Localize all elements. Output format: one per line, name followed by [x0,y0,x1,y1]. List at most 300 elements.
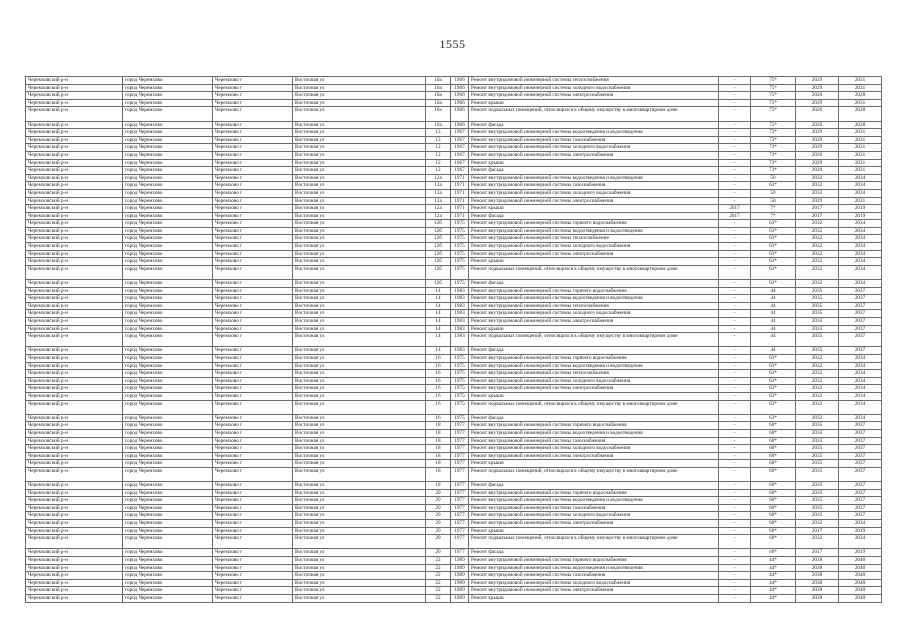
last-repair-year-cell: - [719,587,751,595]
build-year-cell: 1977 [451,452,469,460]
house-number-cell: 20 [426,527,451,535]
work-type-cell: Ремонт фасада [469,280,719,288]
municipality-cell: город Черемхово [123,414,213,422]
last-repair-year-cell: - [719,452,751,460]
municipality-cell: город Черемхово [123,129,213,137]
plan-start-cell: 2032 [796,392,839,400]
work-type-cell: Ремонт внутридомовой инженерной системы холодного водоснабжения [469,445,719,453]
wear-percent-cell: 7* [751,205,796,213]
settlement-cell: Черемхово г [213,527,293,535]
work-type-cell: Ремонт крыши [469,392,719,400]
table-row [26,429,882,437]
work-type-cell: Ремонт внутридомовой инженерной системы электроснабжения [469,318,719,326]
table-row [26,362,882,370]
district-cell: Черемховский р-н [26,414,123,422]
plan-end-cell: 2034 [839,243,882,251]
plan-start-cell: 2032 [796,362,839,370]
table-row [26,392,882,400]
plan-start-cell: 2032 [796,258,839,266]
table-row [26,258,882,266]
settlement-cell: Черемхово г [213,429,293,437]
street-cell: Восточная ул [293,77,426,85]
street-cell: Восточная ул [293,422,426,430]
house-number-cell: 12 [426,129,451,137]
plan-end-cell: 2037 [839,512,882,520]
municipality-cell: город Черемхово [123,280,213,288]
table-row [26,512,882,520]
district-cell: Черемховский р-н [26,385,123,393]
last-repair-year-cell: - [719,594,751,602]
district-cell: Черемховский р-н [26,504,123,512]
work-type-cell: Ремонт внутридомовой инженерной системы холодного водоснабжения [469,144,719,152]
settlement-cell: Черемхово г [213,167,293,175]
settlement-cell: Черемхово г [213,310,293,318]
settlement-cell: Черемхово г [213,564,293,572]
municipality-cell: город Черемхово [123,452,213,460]
house-number-cell: 20 [426,512,451,520]
build-year-cell: 1989 [451,587,469,595]
street-cell: Восточная ул [293,243,426,251]
last-repair-year-cell: - [719,362,751,370]
work-type-cell: Ремонт крыши [469,325,719,333]
plan-start-cell: 2029 [796,167,839,175]
street-cell: Восточная ул [293,151,426,159]
wear-percent-cell: 60* [751,549,796,557]
district-cell: Черемховский р-н [26,265,123,279]
house-number-cell: 16 [426,354,451,362]
table-row [26,250,882,258]
build-year-cell: 1975 [451,377,469,385]
settlement-cell: Черемхово г [213,370,293,378]
build-year-cell: 1977 [451,467,469,481]
street-cell: Восточная ул [293,220,426,228]
wear-percent-cell: 63* [751,385,796,393]
street-cell: Восточная ул [293,414,426,422]
municipality-cell: город Черемхово [123,258,213,266]
build-year-cell: 1975 [451,400,469,414]
wear-percent-cell: 60* [751,460,796,468]
district-cell: Черемховский р-н [26,302,123,310]
work-type-cell: Ремонт подвальных помещений, относящихся к общему имуществу в многоквартирном доме [469,107,719,121]
work-type-cell: Ремонт внутридомовой инженерной системы теплоснабжения [469,370,719,378]
municipality-cell: город Черемхово [123,243,213,251]
wear-percent-cell: 73* [751,136,796,144]
work-type-cell: Ремонт фасада [469,167,719,175]
settlement-cell: Черемхово г [213,520,293,528]
district-cell: Черемховский р-н [26,347,123,355]
build-year-cell: 1989 [451,564,469,572]
last-repair-year-cell: - [719,235,751,243]
work-type-cell: Ремонт внутридомовой инженерной системы холодного водоснабжения [469,84,719,92]
last-repair-year-cell: 2017 [719,205,751,213]
house-number-cell: 14 [426,302,451,310]
plan-start-cell: 2032 [796,189,839,197]
district-cell: Черемховский р-н [26,325,123,333]
table-row [26,167,882,175]
last-repair-year-cell: - [719,280,751,288]
last-repair-year-cell: - [719,333,751,347]
street-cell: Восточная ул [293,84,426,92]
last-repair-year-cell: - [719,174,751,182]
table-row [26,197,882,205]
district-cell: Черемховский р-н [26,189,123,197]
last-repair-year-cell: - [719,182,751,190]
house-number-cell: 12а [426,182,451,190]
street-cell: Восточная ул [293,295,426,303]
settlement-cell: Черемхово г [213,354,293,362]
plan-end-cell: 2037 [839,482,882,490]
work-type-cell: Ремонт внутридомовой инженерной системы горячего водоснабжения [469,489,719,497]
street-cell: Восточная ул [293,594,426,602]
house-number-cell: 20 [426,489,451,497]
municipality-cell: город Черемхово [123,467,213,481]
municipality-cell: город Черемхово [123,287,213,295]
wear-percent-cell: 50 [751,197,796,205]
work-type-cell: Ремонт внутридомовой инженерной системы горячего водоснабжения [469,422,719,430]
plan-start-cell: 2029 [796,197,839,205]
plan-end-cell: 2031 [839,84,882,92]
build-year-cell: 1977 [451,512,469,520]
settlement-cell: Черемхово г [213,452,293,460]
plan-end-cell: 2037 [839,302,882,310]
plan-end-cell: 2037 [839,437,882,445]
street-cell: Восточная ул [293,520,426,528]
build-year-cell: 1967 [451,159,469,167]
plan-end-cell: 2031 [839,136,882,144]
plan-start-cell: 2035 [796,497,839,505]
settlement-cell: Черемхово г [213,151,293,159]
table-row [26,99,882,107]
street-cell: Восточная ул [293,167,426,175]
work-type-cell: Ремонт внутридомовой инженерной системы теплоснабжения [469,235,719,243]
plan-start-cell: 2017 [796,527,839,535]
build-year-cell: 1977 [451,504,469,512]
plan-start-cell: 2035 [796,429,839,437]
district-cell: Черемховский р-н [26,557,123,565]
plan-end-cell: 2037 [839,347,882,355]
build-year-cell: 1975 [451,392,469,400]
table-row [26,520,882,528]
municipality-cell: город Черемхово [123,121,213,129]
street-cell: Восточная ул [293,287,426,295]
house-number-cell: 22 [426,557,451,565]
work-type-cell: Ремонт внутридомовой инженерной системы горячего водоснабжения [469,287,719,295]
plan-start-cell: 2026 [796,121,839,129]
plan-end-cell: 2031 [839,99,882,107]
settlement-cell: Черемхово г [213,414,293,422]
build-year-cell: 1975 [451,385,469,393]
municipality-cell: город Черемхово [123,520,213,528]
build-year-cell: 1977 [451,422,469,430]
municipality-cell: город Черемхово [123,572,213,580]
street-cell: Восточная ул [293,572,426,580]
last-repair-year-cell: - [719,482,751,490]
district-cell: Черемховский р-н [26,174,123,182]
house-number-cell: 14 [426,287,451,295]
plan-end-cell: 2037 [839,422,882,430]
house-number-cell: 14 [426,310,451,318]
plan-start-cell: 2035 [796,489,839,497]
wear-percent-cell: 44* [751,564,796,572]
plan-end-cell: 2034 [839,377,882,385]
wear-percent-cell: 44 [751,325,796,333]
plan-start-cell: 2032 [796,227,839,235]
house-number-cell: 10а [426,84,451,92]
plan-end-cell: 2037 [839,497,882,505]
municipality-cell: город Черемхово [123,136,213,144]
build-year-cell: 1983 [451,295,469,303]
build-year-cell: 1975 [451,370,469,378]
plan-start-cell: 2032 [796,414,839,422]
street-cell: Восточная ул [293,99,426,107]
house-number-cell: 12б [426,250,451,258]
plan-end-cell: 2040 [839,587,882,595]
plan-end-cell: 2034 [839,370,882,378]
work-type-cell: Ремонт подвальных помещений, относящихся к общему имуществу в многоквартирном доме [469,400,719,414]
build-year-cell: 1989 [451,579,469,587]
wear-percent-cell: 73* [751,167,796,175]
build-year-cell: 1983 [451,318,469,326]
wear-percent-cell: 60* [751,452,796,460]
street-cell: Восточная ул [293,280,426,288]
build-year-cell: 1989 [451,557,469,565]
work-type-cell: Ремонт внутридомовой инженерной системы водоотведения и водоотведения [469,362,719,370]
district-cell: Черемховский р-н [26,287,123,295]
wear-percent-cell: 63* [751,400,796,414]
street-cell: Восточная ул [293,250,426,258]
build-year-cell: 1975 [451,243,469,251]
house-number-cell: 12б [426,227,451,235]
plan-start-cell: 2029 [796,159,839,167]
district-cell: Черемховский р-н [26,400,123,414]
work-type-cell: Ремонт внутридомовой инженерной системы газоснабжения [469,504,719,512]
settlement-cell: Черемхово г [213,77,293,85]
last-repair-year-cell: - [719,144,751,152]
work-type-cell: Ремонт крыши [469,159,719,167]
settlement-cell: Черемхово г [213,318,293,326]
build-year-cell: 1983 [451,333,469,347]
house-number-cell: 18 [426,429,451,437]
house-number-cell: 18 [426,445,451,453]
build-year-cell: 1989 [451,594,469,602]
table-row [26,489,882,497]
municipality-cell: город Черемхово [123,151,213,159]
plan-start-cell: 2035 [796,437,839,445]
table-row [26,370,882,378]
work-type-cell: Ремонт внутридомовой инженерной системы теплоснабжения [469,77,719,85]
table-row [26,77,882,85]
work-type-cell: Ремонт фасада [469,414,719,422]
wear-percent-cell: 63* [751,392,796,400]
build-year-cell: 1967 [451,129,469,137]
work-type-cell: Ремонт подвальных помещений, относящихся к общему имуществу в многоквартирном доме [469,333,719,347]
build-year-cell: 1983 [451,325,469,333]
house-number-cell: 14 [426,318,451,326]
plan-start-cell: 2032 [796,220,839,228]
work-type-cell: Ремонт внутридомовой инженерной системы электроснабжения [469,250,719,258]
plan-end-cell: 2028 [839,92,882,100]
work-type-cell: Ремонт крыши [469,99,719,107]
plan-end-cell: 2037 [839,452,882,460]
municipality-cell: город Черемхово [123,174,213,182]
table-row [26,235,882,243]
last-repair-year-cell: - [719,302,751,310]
last-repair-year-cell: - [719,129,751,137]
district-cell: Черемховский р-н [26,280,123,288]
table-row [26,557,882,565]
last-repair-year-cell: - [719,385,751,393]
settlement-cell: Черемхово г [213,129,293,137]
wear-percent-cell: 73* [751,129,796,137]
house-number-cell: 18 [426,460,451,468]
wear-percent-cell: 60* [751,422,796,430]
wear-percent-cell: 44 [751,318,796,326]
last-repair-year-cell: - [719,504,751,512]
last-repair-year-cell: - [719,99,751,107]
wear-percent-cell: 60* [751,520,796,528]
municipality-cell: город Черемхово [123,77,213,85]
municipality-cell: город Черемхово [123,182,213,190]
table-row [26,482,882,490]
build-year-cell: 1966 [451,99,469,107]
street-cell: Восточная ул [293,504,426,512]
house-number-cell: 22 [426,564,451,572]
work-type-cell: Ремонт внутридомовой инженерной системы электроснабжения [469,452,719,460]
street-cell: Восточная ул [293,377,426,385]
house-number-cell: 12 [426,136,451,144]
street-cell: Восточная ул [293,136,426,144]
settlement-cell: Черемхово г [213,460,293,468]
plan-start-cell: 2029 [796,77,839,85]
plan-start-cell: 2035 [796,295,839,303]
build-year-cell: 1975 [451,250,469,258]
plan-end-cell: 2019 [839,527,882,535]
build-year-cell: 1971 [451,205,469,213]
settlement-cell: Черемхово г [213,197,293,205]
municipality-cell: город Черемхово [123,429,213,437]
district-cell: Черемховский р-н [26,520,123,528]
municipality-cell: город Черемхово [123,205,213,213]
last-repair-year-cell: - [719,159,751,167]
district-cell: Черемховский р-н [26,250,123,258]
build-year-cell: 1966 [451,84,469,92]
municipality-cell: город Черемхово [123,437,213,445]
plan-start-cell: 2035 [796,325,839,333]
build-year-cell: 1983 [451,347,469,355]
table-row [26,587,882,595]
street-cell: Восточная ул [293,429,426,437]
wear-percent-cell: 75* [751,121,796,129]
settlement-cell: Черемхово г [213,295,293,303]
settlement-cell: Черемхово г [213,385,293,393]
municipality-cell: город Черемхово [123,445,213,453]
table-row [26,347,882,355]
plan-end-cell: 2037 [839,504,882,512]
plan-start-cell: 2035 [796,504,839,512]
plan-start-cell: 2017 [796,205,839,213]
house-number-cell: 12а [426,205,451,213]
plan-start-cell: 2032 [796,265,839,279]
house-number-cell: 16 [426,392,451,400]
plan-end-cell: 2040 [839,594,882,602]
street-cell: Восточная ул [293,265,426,279]
house-number-cell: 20 [426,520,451,528]
build-year-cell: 1971 [451,174,469,182]
plan-start-cell: 2029 [796,129,839,137]
municipality-cell: город Черемхово [123,310,213,318]
district-cell: Черемховский р-н [26,159,123,167]
table-row [26,385,882,393]
table-row [26,414,882,422]
table-row [26,318,882,326]
plan-start-cell: 2035 [796,310,839,318]
district-cell: Черемховский р-н [26,167,123,175]
plan-end-cell: 2040 [839,557,882,565]
house-number-cell: 20 [426,535,451,549]
work-type-cell: Ремонт крыши [469,205,719,213]
last-repair-year-cell: - [719,220,751,228]
build-year-cell: 1983 [451,302,469,310]
capital-repair-register-table [25,76,882,603]
wear-percent-cell: 44 [751,295,796,303]
street-cell: Восточная ул [293,527,426,535]
district-cell: Черемховский р-н [26,258,123,266]
district-cell: Черемховский р-н [26,489,123,497]
build-year-cell: 1977 [451,429,469,437]
plan-start-cell: 2035 [796,422,839,430]
wear-percent-cell: 63* [751,414,796,422]
table-row [26,212,882,220]
municipality-cell: город Черемхово [123,549,213,557]
table-row [26,445,882,453]
plan-end-cell: 2037 [839,460,882,468]
house-number-cell: 18 [426,467,451,481]
wear-percent-cell: 44* [751,594,796,602]
settlement-cell: Черемхово г [213,594,293,602]
house-number-cell: 18 [426,437,451,445]
last-repair-year-cell: - [719,370,751,378]
build-year-cell: 1967 [451,167,469,175]
work-type-cell: Ремонт внутридомовой инженерной системы газоснабжения [469,182,719,190]
last-repair-year-cell: - [719,189,751,197]
build-year-cell: 1971 [451,212,469,220]
build-year-cell: 1975 [451,265,469,279]
plan-start-cell: 2035 [796,333,839,347]
district-cell: Черемховский р-н [26,354,123,362]
build-year-cell: 1975 [451,362,469,370]
settlement-cell: Черемхово г [213,258,293,266]
table-row [26,504,882,512]
street-cell: Восточная ул [293,174,426,182]
build-year-cell: 1966 [451,92,469,100]
district-cell: Черемховский р-н [26,445,123,453]
build-year-cell: 1971 [451,182,469,190]
last-repair-year-cell: - [719,243,751,251]
plan-start-cell: 2038 [796,564,839,572]
street-cell: Восточная ул [293,354,426,362]
plan-end-cell: 2031 [839,151,882,159]
house-number-cell: 18 [426,452,451,460]
table-row [26,572,882,580]
table-row [26,437,882,445]
settlement-cell: Черемхово г [213,107,293,121]
settlement-cell: Черемхово г [213,325,293,333]
settlement-cell: Черемхово г [213,400,293,414]
district-cell: Черемховский р-н [26,235,123,243]
work-type-cell: Ремонт внутридомовой инженерной системы электроснабжения [469,587,719,595]
plan-end-cell: 2034 [839,400,882,414]
municipality-cell: город Черемхово [123,144,213,152]
